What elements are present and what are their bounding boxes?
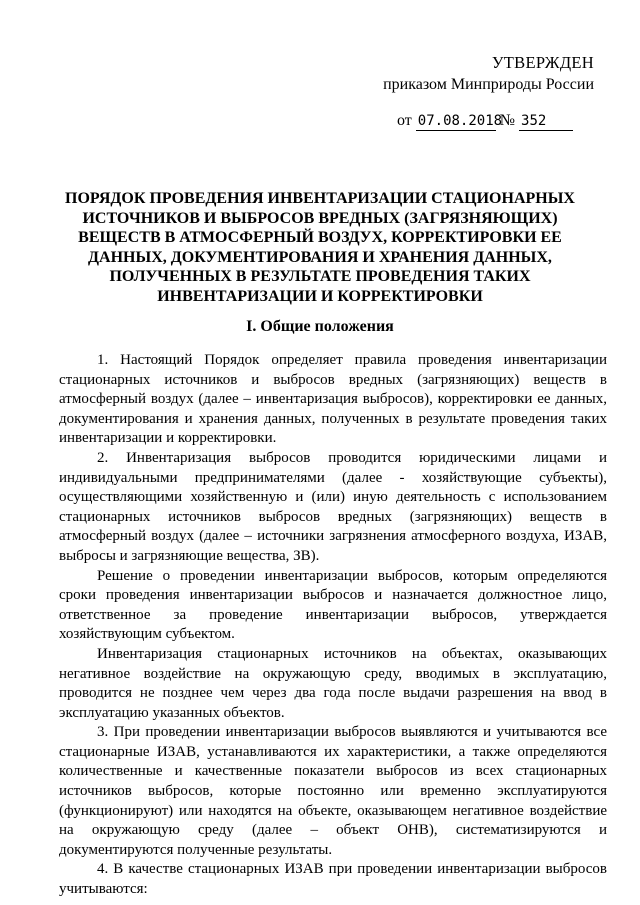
paragraph: 2. Инвентаризация выбросов проводится юридическими лицами и индивидуальными предпринимателями (далее - хозяйствующие субъекты), осуществляющими хозяйственную и (или) иную деятельность с использованием стационарных источников выбросов вредных (загрязняющих) веществ в атмосферный воздух (далее – источники загрязнения атмосферного воздуха, ИЗАВ, выбросы и загрязняющие вещества, ЗВ).: [59, 449, 607, 564]
paragraph: 4. В качестве стационарных ИЗАВ при проведении инвентаризации выбросов учитываются:: [59, 861, 607, 898]
section-heading: I. Общие положения: [246, 318, 394, 335]
order-date: 07.08.2018: [417, 113, 503, 129]
paragraph: Инвентаризация стационарных источников на объектах, оказывающих негативное воздействие на окружающую среду, вводимых в эксплуатацию, проводится не позднее чем через два года после выдачи разрешения на ввод в эксплуатацию указанных объектов.: [59, 645, 607, 721]
paragraph: 1. Настоящий Порядок определяет правила проведения инвентаризации стационарных источников и выбросов вредных (загрязняющих) веществ в атмосферный воздух (далее – инвентаризация выбросов), корректировки ее данных, документирования и хранения данных, полученных в результате проведения таких инвентаризации и корректировки.: [59, 352, 607, 447]
paragraph: Решение о проведении инвентаризации выбросов, которым определяются сроки проведения инвентаризации выбросов и назначается должностное лицо, ответственное за проведение инвентаризации выбросов, утверждается хозяйствующим субъектом.: [59, 567, 607, 643]
approval-stamp: [383, 52, 594, 96]
number-prefix: №: [499, 112, 516, 129]
document-body: [59, 351, 607, 900]
date-prefix: от: [397, 112, 412, 129]
paragraph: 3. При проведении инвентаризации выбросов выявляются и учитываются все стационарные ИЗАВ, устанавливаются их характеристики, а также определяются количественные и качественные показатели выбросов из всех стационарных источников выбросов, которые постоянно или временно эксплуатируются (функционируют) или находятся на объекте, оказывающем негативное воздействие на окружающую среду (далее – объект ОНВ), систематизируются и документируются полученные результаты.: [59, 724, 607, 858]
approved-by-order: приказом Минприроды России: [383, 76, 594, 93]
approved-label: УТВЕРЖДЕН: [491, 53, 594, 72]
order-reference: [397, 111, 597, 131]
document-title: ПОРЯДОК ПРОВЕДЕНИЯ ИНВЕНТАРИЗАЦИИ СТАЦИОНАРНЫХ ИСТОЧНИКОВ И ВЫБРОСОВ ВРЕДНЫХ (ЗАГРЯЗНЯЮЩИХ) ВЕЩЕСТВ В АТМОСФЕРНЫЙ ВОЗДУХ, КОРРЕКТИРОВКИ ЕЕ ДАННЫХ, ДОКУМЕНТИРОВАНИЯ И ХРАНЕНИЯ ДАННЫХ, ПОЛУЧЕННЫХ В РЕЗУЛЬТАТЕ ПРОВЕДЕНИЯ ТАКИХ ИНВЕНТАРИЗАЦИИ И КОРРЕКТИРОВКИ: [65, 190, 575, 305]
order-number: 352: [519, 113, 573, 131]
